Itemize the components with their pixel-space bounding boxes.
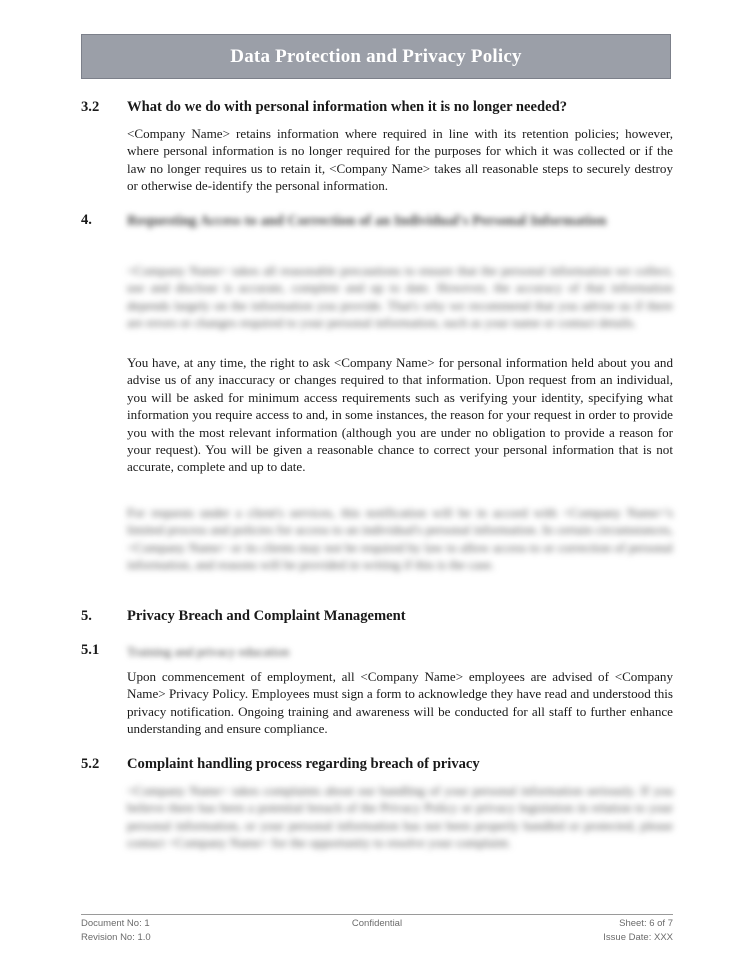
section-number: 3.2	[81, 99, 100, 115]
section-3-2-body: <Company Name> retains information where required in line with its retention policies; however, where personal information is no longer required for the purposes for which it was collected or if the law no longer requires us to retain it, <Company Name> takes all reasonable steps to securely destroy or otherwise de-identify the personal information.	[127, 126, 673, 194]
section-5-heading	[81, 608, 406, 625]
sheet-number: Sheet: 6 of 7	[619, 918, 673, 929]
page-footer	[81, 914, 673, 946]
revision-number: Revision No: 1.0	[81, 932, 151, 943]
section-4-para-2: You have, at any time, the right to ask <Company Name> for personal information held about you and advise us of any inaccuracy or changes required to that information. Upon request from an individual, you will be asked for minimum access requirements such as verifying your identity, specifying what information you require access to and, in some instances, the reason for your request in order to provide you with the most relevant information (although you are under no obligation to provide a reason for your request). You will be given a reasonable chance to correct your personal information that is not accurate, complete and up to date.	[127, 355, 673, 475]
section-5-1-title-blurred: Training and privacy education	[127, 644, 290, 659]
confidential-label: Confidential	[351, 918, 403, 929]
section-5-2-body-blurred: <Company Name> takes complaints about our handling of your personal information seriously. If you believe there has been a potential breach of the Privacy Policy or privacy legislation in relation to your personal information, or your personal information has not been properly handled or protected, please contact <Company Name> for the opportunity to resolve your complaint.	[127, 783, 673, 851]
document-title: Data Protection and Privacy Policy	[230, 45, 522, 67]
section-5-1-body: Upon commencement of employment, all <Company Name> employees are advised of <Company Name> Privacy Policy. Employees must sign a form to acknowledge they have read and understood this privacy notification. Ongoing training and awareness will be conducted for all staff to further enhance understanding and ensure compliance.	[127, 669, 673, 737]
section-number: 5.2	[81, 756, 100, 772]
section-number: 5.	[81, 608, 92, 624]
section-4-para-3-blurred: For requests under a client's services, this notification will be in accord with <Company Name>'s limited process and policies for access to an individual's personal information. In certain circumstances, <Company Name> or its clients may not be required by law to allow access to or correction of personal information, and reasons will be provided in writing if this is the case.	[127, 505, 673, 573]
section-number: 4.	[81, 212, 92, 228]
section-3-2-heading	[81, 99, 567, 116]
section-number: 5.1	[81, 642, 100, 658]
section-title: Privacy Breach and Complaint Management	[127, 608, 406, 624]
section-5-1-heading	[81, 642, 127, 659]
document-number: Document No: 1	[81, 918, 150, 929]
issue-date: Issue Date: XXX	[603, 932, 673, 943]
document-title-bar	[81, 34, 671, 79]
section-4-para-1-blurred: <Company Name> takes all reasonable precautions to ensure that the personal information we collect, use and disclose is accurate, complete and up to date. However, the accuracy of that information depends largely on the information you provide. That's why we recommend that you advise us if there are errors or changes required to your personal information, such as your name or contact details.	[127, 263, 673, 331]
section-5-2-heading	[81, 756, 480, 773]
section-4-title-blurred: Requesting Access to and Correction of an Individual's Personal Information	[127, 213, 607, 229]
section-title: Complaint handling process regarding breach of privacy	[127, 756, 480, 772]
section-title: What do we do with personal information when it is no longer needed?	[127, 99, 568, 115]
section-4-heading	[81, 212, 127, 229]
